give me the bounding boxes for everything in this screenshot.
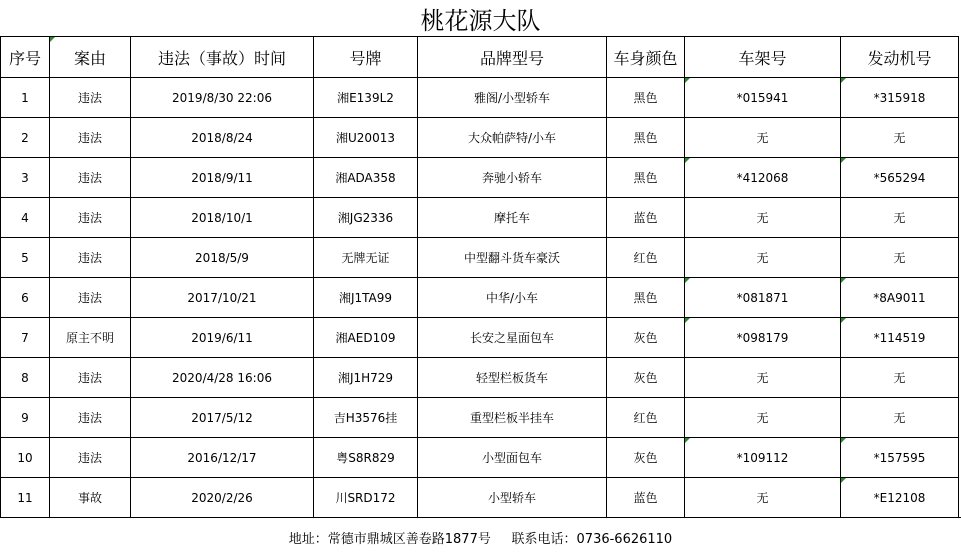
cell-plate: 湘JG2336	[314, 198, 418, 238]
table-row	[1, 198, 959, 238]
cell-model: 雅阁/小型轿车	[418, 78, 607, 118]
cell-model: 大众帕萨特/小车	[418, 118, 607, 158]
footer-phone: 联系电话：0736-6626110	[511, 532, 673, 547]
table-row	[1, 358, 959, 398]
cell-color: 蓝色	[607, 478, 685, 518]
cell-plate: 湘U20013	[314, 118, 418, 158]
header-time: 违法（事故）时间	[131, 37, 314, 78]
cell-model: 摩托车	[418, 198, 607, 238]
header-index: 序号	[1, 37, 50, 78]
cell-index: 3	[1, 158, 50, 198]
cell-index: 6	[1, 278, 50, 318]
cell-case: 违法	[50, 278, 131, 318]
vehicle-table	[0, 36, 959, 518]
header-model: 品牌型号	[418, 37, 607, 78]
cell-color: 黑色	[607, 78, 685, 118]
cell-time: 2019/8/30 22:06	[131, 78, 314, 118]
cell-engine: *565294	[841, 158, 959, 198]
cell-plate: 湘J1TA99	[314, 278, 418, 318]
cell-engine: 无	[841, 238, 959, 278]
cell-engine: 无	[841, 358, 959, 398]
cell-model: 小型轿车	[418, 478, 607, 518]
table-row	[1, 78, 959, 118]
footer	[0, 517, 961, 557]
cell-vin: 无	[685, 358, 841, 398]
cell-model: 奔驰小轿车	[418, 158, 607, 198]
cell-color: 灰色	[607, 358, 685, 398]
cell-index: 11	[1, 478, 50, 518]
cell-index: 9	[1, 398, 50, 438]
cell-plate: 吉H3576挂	[314, 398, 418, 438]
cell-vin: *109112	[685, 438, 841, 478]
table-row	[1, 278, 959, 318]
cell-plate: 粤S8R829	[314, 438, 418, 478]
cell-vin: 无	[685, 198, 841, 238]
cell-vin: 无	[685, 398, 841, 438]
table-row	[1, 318, 959, 358]
cell-plate: 湘E139L2	[314, 78, 418, 118]
cell-time: 2018/8/24	[131, 118, 314, 158]
table-row	[1, 238, 959, 278]
cell-case: 违法	[50, 358, 131, 398]
cell-index: 7	[1, 318, 50, 358]
cell-vin: *412068	[685, 158, 841, 198]
cell-case: 违法	[50, 78, 131, 118]
cell-engine: *315918	[841, 78, 959, 118]
cell-engine: 无	[841, 118, 959, 158]
cell-plate: 湘AED109	[314, 318, 418, 358]
cell-time: 2016/12/17	[131, 438, 314, 478]
cell-case: 原主不明	[50, 318, 131, 358]
cell-model: 中型翻斗货车豪沃	[418, 238, 607, 278]
cell-time: 2017/10/21	[131, 278, 314, 318]
header-row	[1, 37, 959, 78]
cell-case: 违法	[50, 238, 131, 278]
cell-color: 灰色	[607, 438, 685, 478]
table-row	[1, 438, 959, 478]
cell-time: 2020/4/28 16:06	[131, 358, 314, 398]
cell-case: 违法	[50, 158, 131, 198]
cell-engine: *157595	[841, 438, 959, 478]
cell-case: 事故	[50, 478, 131, 518]
cell-color: 红色	[607, 238, 685, 278]
table-row	[1, 478, 959, 518]
footer-address: 地址：常德市鼎城区善卷路1877号	[288, 532, 491, 547]
cell-plate: 川SRD172	[314, 478, 418, 518]
cell-color: 黑色	[607, 118, 685, 158]
cell-time: 2018/10/1	[131, 198, 314, 238]
header-vin: 车架号	[685, 37, 841, 78]
cell-engine: *8A9011	[841, 278, 959, 318]
cell-engine: 无	[841, 398, 959, 438]
cell-index: 10	[1, 438, 50, 478]
cell-time: 2018/5/9	[131, 238, 314, 278]
cell-case: 违法	[50, 438, 131, 478]
cell-index: 2	[1, 118, 50, 158]
cell-time: 2018/9/11	[131, 158, 314, 198]
cell-color: 蓝色	[607, 198, 685, 238]
cell-model: 中华/小车	[418, 278, 607, 318]
cell-engine: 无	[841, 198, 959, 238]
page-title: 桃花源大队	[420, 6, 541, 35]
cell-vin: 无	[685, 118, 841, 158]
cell-case: 违法	[50, 398, 131, 438]
table-row	[1, 158, 959, 198]
header-engine: 发动机号	[841, 37, 959, 78]
cell-vin: *098179	[685, 318, 841, 358]
cell-color: 红色	[607, 398, 685, 438]
cell-color: 黑色	[607, 158, 685, 198]
header-plate: 号牌	[314, 37, 418, 78]
cell-time: 2017/5/12	[131, 398, 314, 438]
cell-index: 8	[1, 358, 50, 398]
cell-index: 5	[1, 238, 50, 278]
table-row	[1, 398, 959, 438]
cell-vin: 无	[685, 478, 841, 518]
cell-plate: 湘J1H729	[314, 358, 418, 398]
cell-index: 4	[1, 198, 50, 238]
cell-plate: 湘ADA358	[314, 158, 418, 198]
cell-vin: *081871	[685, 278, 841, 318]
cell-vin: *015941	[685, 78, 841, 118]
cell-plate: 无牌无证	[314, 238, 418, 278]
header-case: 案由	[50, 37, 131, 78]
cell-model: 重型栏板半挂车	[418, 398, 607, 438]
cell-model: 长安之星面包车	[418, 318, 607, 358]
cell-vin: 无	[685, 238, 841, 278]
cell-color: 黑色	[607, 278, 685, 318]
cell-index: 1	[1, 78, 50, 118]
cell-model: 轻型栏板货车	[418, 358, 607, 398]
cell-engine: *E12108	[841, 478, 959, 518]
header-color: 车身颜色	[607, 37, 685, 78]
cell-engine: *114519	[841, 318, 959, 358]
cell-case: 违法	[50, 118, 131, 158]
cell-time: 2020/2/26	[131, 478, 314, 518]
cell-case: 违法	[50, 198, 131, 238]
cell-model: 小型面包车	[418, 438, 607, 478]
cell-color: 灰色	[607, 318, 685, 358]
cell-time: 2019/6/11	[131, 318, 314, 358]
table-row	[1, 118, 959, 158]
